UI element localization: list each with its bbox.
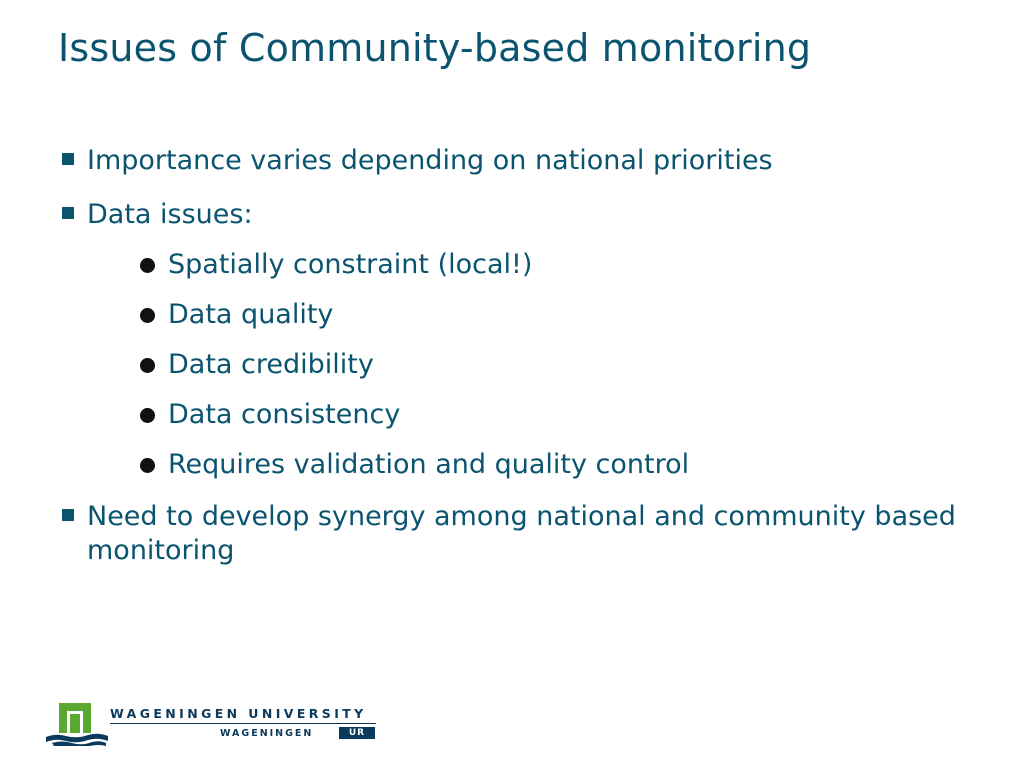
square-bullet-icon <box>62 153 74 165</box>
bullet-item <box>60 144 1000 178</box>
sub-bullet-text: Data credibility <box>168 349 374 380</box>
bullet-item <box>60 198 1000 232</box>
logo-divider <box>110 723 376 724</box>
dot-bullet-icon <box>140 308 155 323</box>
sub-bullet-text: Spatially constraint (local!) <box>168 249 533 280</box>
sub-bullet-text: Data consistency <box>168 399 401 430</box>
bullet-text: Need to develop synergy among national and community based monitoring <box>87 501 956 566</box>
dot-bullet-icon <box>140 358 155 373</box>
sub-bullet-item <box>60 448 1000 482</box>
sub-bullet-item <box>60 348 1000 382</box>
dot-bullet-icon <box>140 258 155 273</box>
slide-title: Issues of Community-based monitoring <box>58 26 812 70</box>
logo-ur-badge: UR <box>339 727 375 739</box>
sub-bullet-text: Requires validation and quality control <box>168 449 690 480</box>
bullet-list <box>60 144 1000 568</box>
bullet-text: Importance varies depending on national priorities <box>87 145 773 176</box>
dot-bullet-icon <box>140 458 155 473</box>
square-bullet-icon <box>62 509 74 521</box>
square-bullet-icon <box>62 207 74 219</box>
sub-bullet-item <box>60 398 1000 432</box>
university-logo <box>46 703 376 747</box>
bullet-item <box>60 500 1000 568</box>
dot-bullet-icon <box>140 408 155 423</box>
logo-university-name: WAGENINGEN UNIVERSITY <box>110 706 367 721</box>
sub-bullet-item <box>60 298 1000 332</box>
bullet-text: Data issues: <box>87 199 253 230</box>
sub-bullet-text: Data quality <box>168 299 334 330</box>
sub-bullet-item <box>60 248 1000 282</box>
wageningen-logo-icon <box>46 703 108 747</box>
logo-sub-name: WAGENINGEN <box>220 728 314 739</box>
